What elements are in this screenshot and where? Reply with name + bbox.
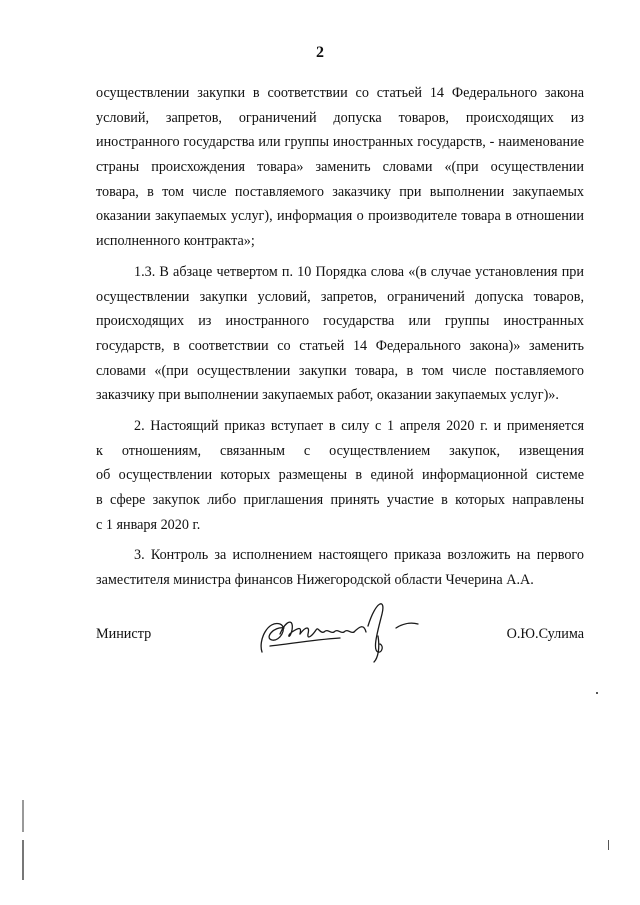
document-body: [96, 81, 584, 593]
paragraph-3-line: к отношениям, связанным с осуществлением закупок, извещения: [96, 442, 584, 459]
paragraph-2-line: государств, в соответствии со статьей 14 Федерального закона)» заменить: [96, 337, 584, 354]
paragraph-2-line: осуществлении закупки условий, запретов, ограничений допуска товаров,: [96, 288, 584, 305]
scan-speck: [596, 692, 598, 694]
paragraph-4-line: заместителя министра финансов Нижегородской области Чечерина А.А.: [96, 572, 534, 589]
handwritten-signature: [250, 590, 430, 670]
paragraph-1-line: осуществлении закупки в соответствии со статьей 14 Федерального закона: [96, 85, 584, 101]
paragraph-2-line: словами «(при осуществлении закупки товара, в том числе поставляемого: [96, 362, 584, 379]
scan-speck: [608, 840, 609, 850]
paragraph-1-line: исполненного контракта»;: [96, 233, 255, 250]
paragraph-3-line: в сфере закупок либо приглашения принять участие в которых направлены: [96, 492, 584, 508]
paragraph-3-line: 2. Настоящий приказ вступает в силу с 1 апреля 2020 г. и применяется: [134, 417, 584, 434]
signer-position: Министр: [96, 626, 152, 642]
paragraph-3-line: об осуществлении которых размещены в единой информационной системе: [96, 467, 584, 484]
signer-name: О.Ю.Сулима: [506, 626, 584, 642]
paragraph-1-line: оказании закупаемых услуг), информация о производителе товара в отношении: [96, 208, 584, 225]
paragraph-1-line: иностранного государства или группы иностранных государств, - наименование: [96, 134, 584, 151]
scan-margin-mark: [22, 800, 24, 880]
paragraph-2-line: происходящих из иностранного государства или группы иностранных: [96, 313, 584, 330]
paragraph-2-line: 1.3. В абзаце четвертом п. 10 Порядка слова «(в случае установления при: [134, 263, 584, 280]
paragraph-3-line: с 1 января 2020 г.: [96, 516, 201, 533]
paragraph-4-line: 3. Контроль за исполнением настоящего приказа возложить на первого: [134, 547, 584, 564]
page-number: 2: [316, 44, 324, 61]
paragraph-2-line: заказчику при выполнении закупаемых работ, оказании закупаемых услуг)».: [96, 387, 559, 404]
paragraph-1-line: товара, в том числе поставляемого заказчику при выполнении закупаемых: [96, 183, 584, 200]
paragraph-1-line: условий, запретов, ограничений допуска товаров, происходящих из: [96, 109, 584, 126]
paragraph-1-line: страны происхождения товара» заменить словами «(при осуществлении: [96, 159, 584, 176]
